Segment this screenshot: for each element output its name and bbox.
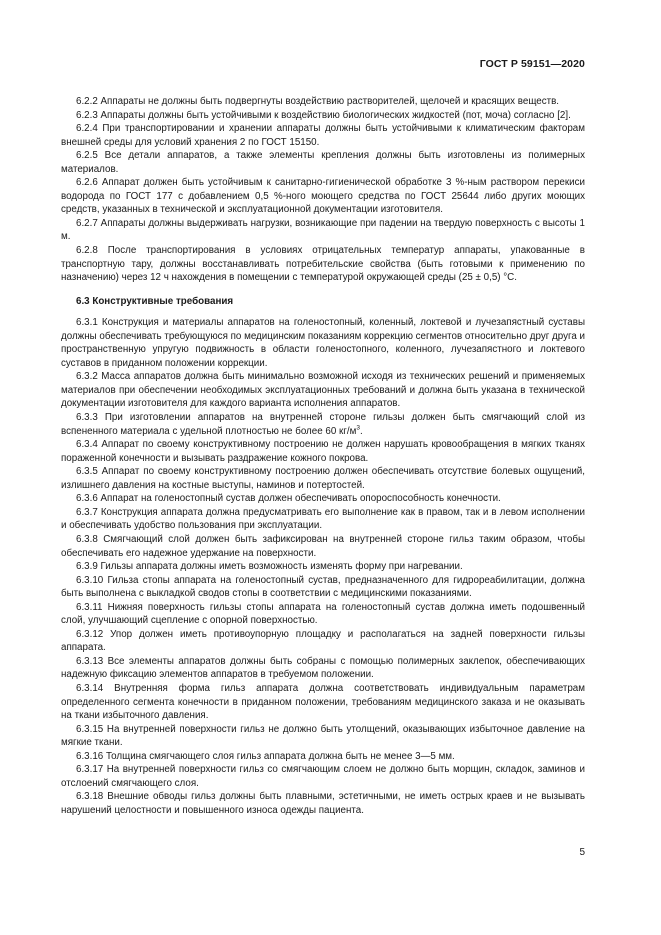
paragraph-6-2-7: 6.2.7 Аппараты должны выдерживать нагрузки, возникающие при падении на твердую поверхность с высоты 1 м.: [61, 217, 585, 243]
paragraph-6-3-4: 6.3.4 Аппарат по своему конструктивному построению не должен нарушать кровообращения в мягких тканях пораженной конечности и вызывать раздражение кожного покрова.: [61, 439, 585, 464]
paragraph-6-3-3: [61, 411, 585, 438]
paragraph-6-3-17: 6.3.17 На внутренней поверхности гильз со смягчающим слоем не должно быть морщин, складок, заминов и отслоений смягчающего слоя.: [61, 764, 585, 789]
cubic-superscript: 3: [356, 424, 360, 432]
paragraph-6-3-2: 6.3.2 Масса аппаратов должна быть минимально возможной исходя из технических решений и применяемых материалов при обеспечении необходимых эксплуатационных требований и должна быть указана в технической документации изготовителя для каждого варианта исполнения аппаратов.: [61, 371, 585, 410]
paragraph-6-2-3: 6.2.3 Аппараты должны быть устойчивыми к воздействию биологических жидкостей (пот, моча) согласно [2].: [76, 109, 571, 121]
paragraph-6-3-16: 6.3.16 Толщина смягчающего слоя гильз аппарата должна быть не менее 3—5 мм.: [76, 750, 455, 762]
paragraph-6-3-11: 6.3.11 Нижняя поверхность гильзы стопы аппарата на голеностопный сустав должна иметь подошвенный слой, улучшающий сцепление с опорной поверхностью.: [61, 601, 585, 627]
paragraph-6-2-2: 6.2.2 Аппараты не должны быть подвергнуты воздействию растворителей, щелочей и красящих веществ.: [76, 96, 560, 107]
paragraph-6-3-18: 6.3.18 Внешние обводы гильз должны быть плавными, эстетичными, не иметь острых краев и не вызывать нарушений целостности и повышенного износа одежды пациента.: [61, 791, 585, 816]
standard-header: ГОСТ Р 59151—2020: [479, 58, 585, 70]
paragraph-6-3-14: 6.3.14 Внутренняя форма гильз аппарата должна соответствовать индивидуальным параметрам определенного сегмента конечности в приданном положении, требованиям медицинского заказа и не оказывать на ткани избыточного давления.: [61, 682, 585, 722]
paragraph-6-3-8: 6.3.8 Смягчающий слой должен быть зафиксирован на внутренней стороне гильз таким образом, чтобы обеспечивать его надежное удержание на поверхности.: [61, 533, 585, 559]
paragraph-6-3-6: 6.3.6 Аппарат на голеностопный сустав должен обеспечивать опороспособность конечности.: [76, 493, 501, 505]
section-heading: 6.3 Конструктивные требования: [76, 295, 234, 307]
paragraph-6-2-4: 6.2.4 При транспортировании и хранении аппараты должны быть устойчивыми к климатическим факторам внешней среды для условий хранения 2 по ГОСТ 15150.: [61, 123, 585, 148]
paragraph-6-2-6: 6.2.6 Аппарат должен быть устойчивым к санитарно-гигиенической обработке 3 %-ным раствором перекиси водорода по ГОСТ 177 с добавлением 0,5 %-ного моющего средства по ГОСТ 25644 либо других моющих средств, указанных в технической и эксплуатационной документации изготовителя.: [61, 177, 585, 216]
paragraph-6-3-7: 6.3.7 Конструкция аппарата должна предусматривать его выполнение как в правом, так и в левом исполнении и обеспечивать удобство пользования при эксплуатации.: [61, 506, 585, 532]
paragraph-6-3-15: 6.3.15 На внутренней поверхности гильз не должно быть утолщений, оказывающих избыточное давление на мягкие ткани.: [61, 723, 585, 749]
paragraph-6-3-12: 6.3.12 Упор должен иметь противоупорную площадку и располагаться на задней поверхности гильзы аппарата.: [61, 628, 585, 654]
paragraph-6-3-3-end: .: [359, 425, 363, 437]
paragraph-6-3-13: 6.3.13 Все элементы аппаратов должны быть собраны с помощью полимерных заклепок, обеспечивающих надежную фиксацию элементов аппаратов в требуемом положении.: [61, 655, 585, 681]
paragraph-6-2-8: 6.2.8 После транспортирования в условиях отрицательных температур аппараты, упакованные в транспортную тару, должны восстанавливать потребительские свойства (быть готовыми к применению по назначению) через 12 ч нахождения в помещении с температурой окружающей среды (25 ± 0,5) °С.: [61, 245, 585, 284]
paragraph-6-3-1: 6.3.1 Конструкция и материалы аппаратов на голеностопный, коленный, локтевой и лучезапястный суставы должны обеспечивать требующуюся по медицинским показаниям коррекцию сегментов относительно друг друга и пространственную упругую подвижность в области голеностопного, коленного, лучезапястного и локтевого суставов в приданном положении коррекции.: [61, 317, 585, 369]
paragraph-6-3-9: 6.3.9 Гильзы аппарата должны иметь возможность изменять форму при нагревании.: [76, 561, 463, 573]
paragraph-6-3-3-text: 6.3.3 При изготовлении аппаратов на внутренней стороне гильзы должен быть смягчающий слой из вспененного материала с удельной плотностью не более 60 кг/м: [61, 412, 585, 437]
document-body: [61, 95, 585, 817]
paragraph-6-3-5: 6.3.5 Аппарат по своему конструктивному построению должен обеспечивать отсутствие болевых ощущений, излишнего давления на костные выступы, наминов и потертостей.: [61, 466, 585, 491]
paragraph-6-2-5: 6.2.5 Все детали аппаратов, а также элементы крепления должны быть изготовлены из полимерных материалов.: [61, 150, 585, 175]
page-number: 5: [579, 847, 585, 858]
paragraph-6-3-10: 6.3.10 Гильза стопы аппарата на голеностопный сустав, предназначенного для гидрореабилитации, должна быть выполнена с выкладкой сводов стопы в соответствии с медицинскими показаниями.: [61, 574, 585, 600]
